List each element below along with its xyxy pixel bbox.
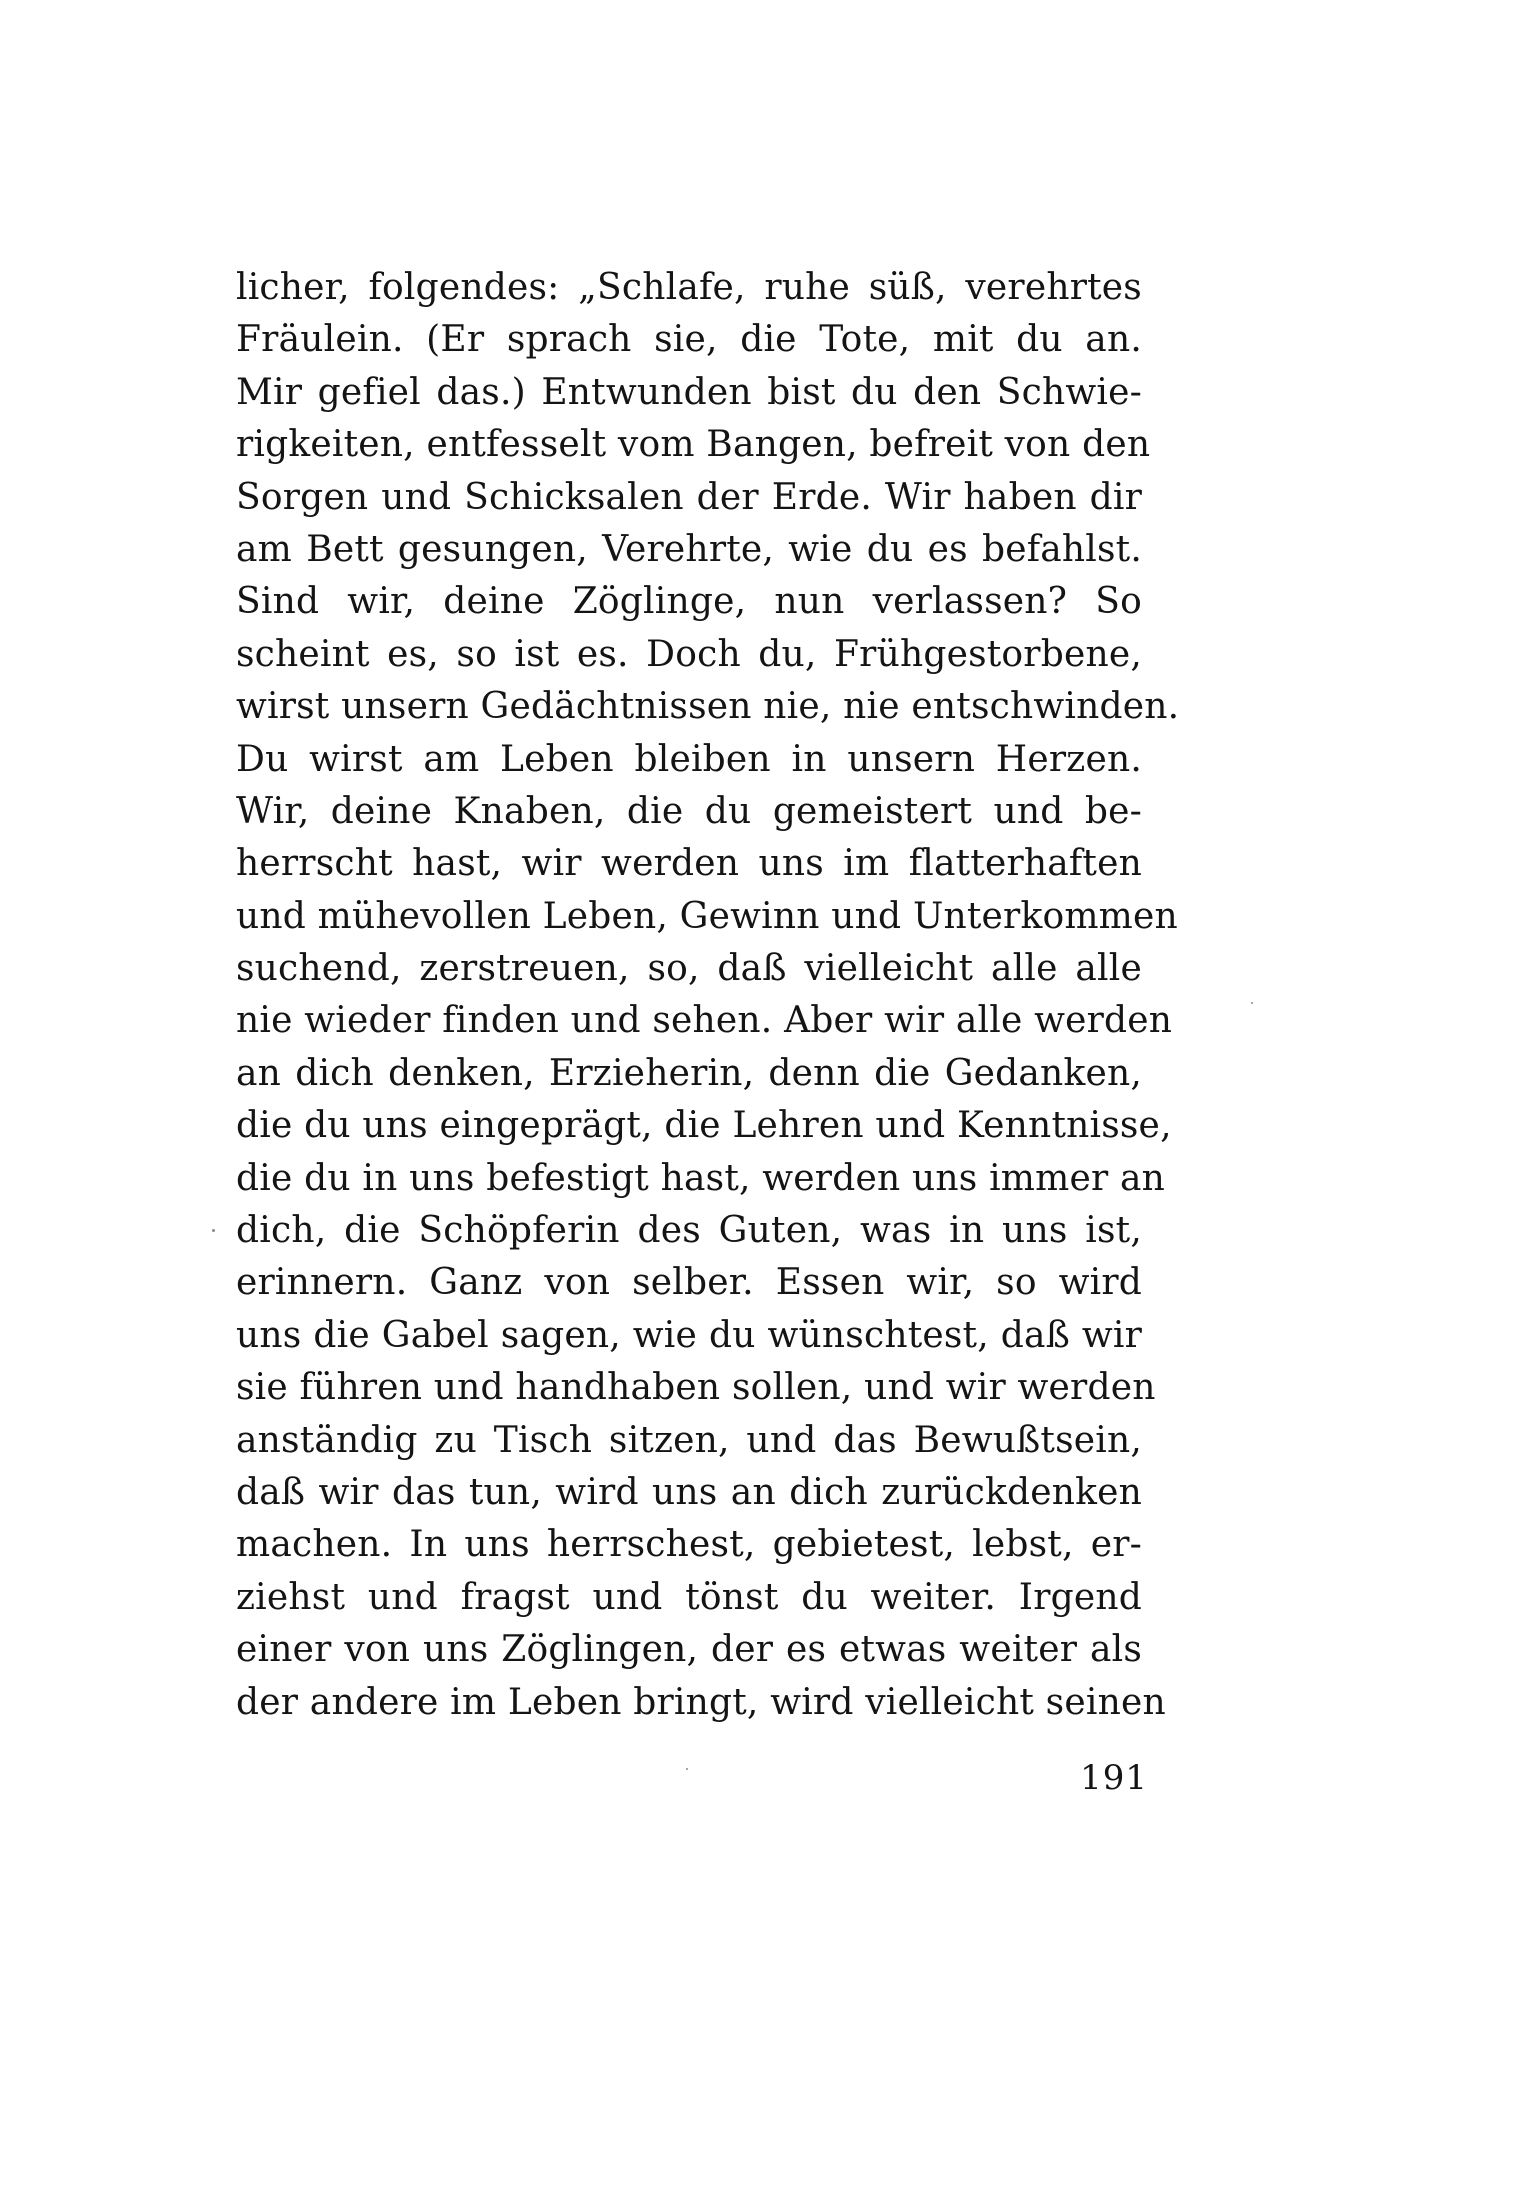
text-line: herrscht hast, wir werden uns im flatterhaften: [236, 843, 1142, 885]
text-line: anständig zu Tisch sitzen, und das Bewußtsein,: [236, 1419, 1142, 1461]
paper-speck: [1251, 1002, 1253, 1004]
text-line: daß wir das tun, wird uns an dich zurückdenken: [236, 1471, 1142, 1513]
text-line: machen. In uns herrschest, gebietest, lebst, er-: [236, 1524, 1142, 1566]
text-line: licher, folgendes: „Schlafe, ruhe süß, verehrtes: [236, 267, 1142, 308]
text-line: erinnern. Ganz von selber. Essen wir, so wird: [236, 1262, 1142, 1304]
text-line: die du in uns befestigt hast, werden uns immer an: [236, 1157, 1166, 1199]
text-line: sie führen und handhaben sollen, und wir werden: [236, 1367, 1156, 1409]
text-line: uns die Gabel sagen, wie du wünschtest, daß wir: [236, 1314, 1142, 1356]
text-line: die du uns eingeprägt, die Lehren und Kenntnisse,: [236, 1105, 1172, 1147]
text-line: an dich denken, Erzieherin, denn die Gedanken,: [236, 1052, 1142, 1094]
text-line: Sind wir, deine Zöglinge, nun verlassen? So: [236, 581, 1142, 623]
page-number: 191: [1080, 1758, 1148, 1798]
body-text: [236, 262, 1180, 1729]
text-line: der andere im Leben bringt, wird vielleicht seinen: [236, 1681, 1166, 1723]
text-line: suchend, zerstreuen, so, daß vielleicht alle alle: [236, 948, 1142, 990]
text-line: Du wirst am Leben bleiben in unsern Herzen.: [236, 738, 1142, 780]
text-line: einer von uns Zöglingen, der es etwas weiter als: [236, 1629, 1142, 1671]
text-line: nie wieder finden und sehen. Aber wir alle werden: [236, 1000, 1173, 1042]
text-line: und mühevollen Leben, Gewinn und Unterkommen: [236, 895, 1178, 937]
paper-speck: [686, 1768, 688, 1770]
text-line: dich, die Schöpferin des Guten, was in uns ist,: [236, 1210, 1142, 1252]
paper-speck: [212, 1229, 215, 1232]
text-line: Sorgen und Schicksalen der Erde. Wir haben dir: [236, 476, 1142, 518]
text-line: Fräulein. (Er sprach sie, die Tote, mit du an.: [236, 319, 1142, 361]
text-line: rigkeiten, entfesselt vom Bangen, befreit von den: [236, 424, 1151, 466]
text-line: scheint es, so ist es. Doch du, Frühgestorbene,: [236, 633, 1142, 675]
text-line: Mir gefiel das.) Entwunden bist du den Schwie-: [236, 371, 1142, 413]
text-line: wirst unsern Gedächtnissen nie, nie entschwinden.: [236, 686, 1180, 728]
text-line: ziehst und fragst und tönst du weiter. Irgend: [236, 1576, 1142, 1618]
text-line: Wir, deine Knaben, die du gemeistert und be-: [236, 790, 1142, 832]
text-line: am Bett gesungen, Verehrte, wie du es befahlst.: [236, 528, 1142, 570]
